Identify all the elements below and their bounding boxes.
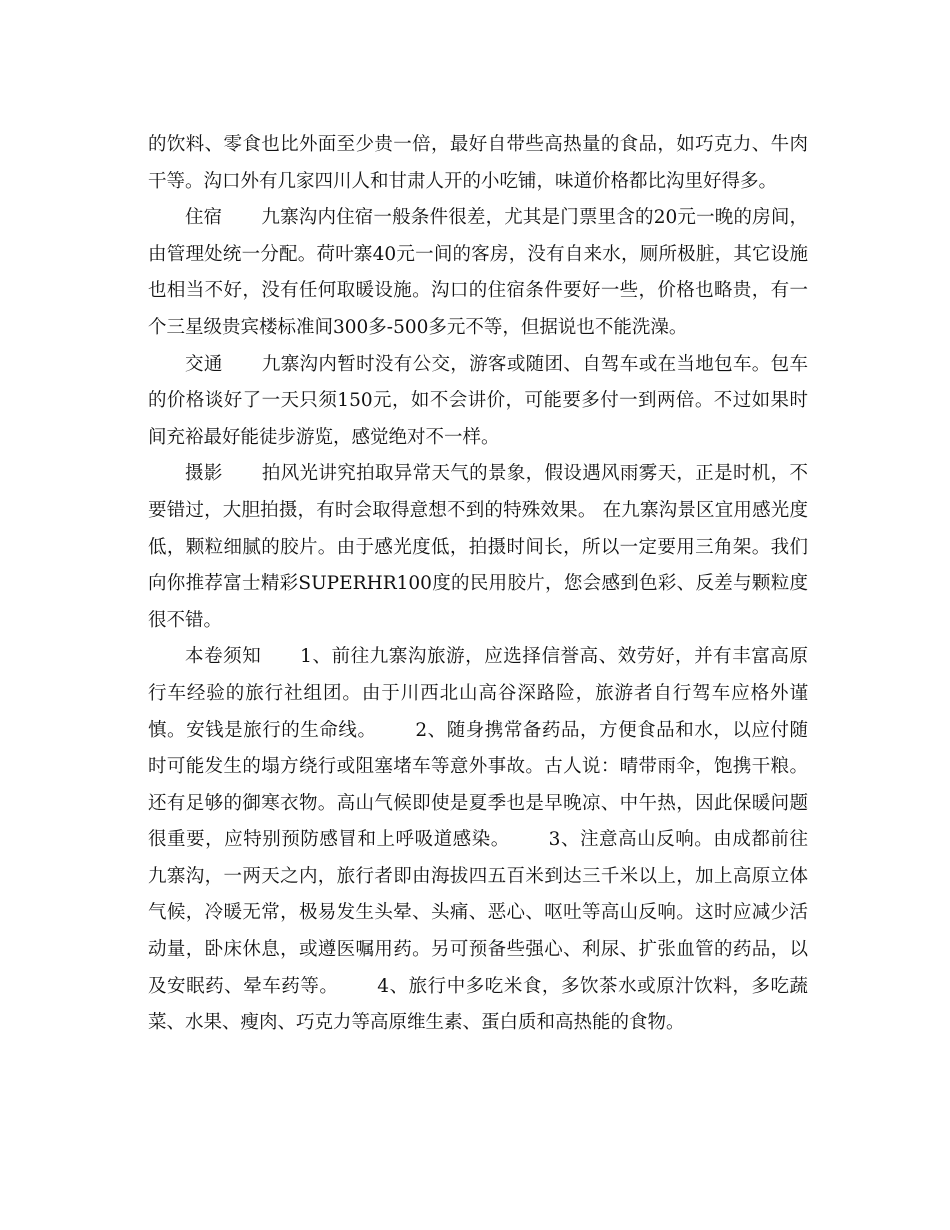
notice-item: 4、旅行中多吃米食，多饮茶水或原汁饮料，多吃蔬菜、水果、瘦肉、巧克力等高原维生素、蛋白质和高热能的食物。: [148, 975, 808, 1034]
section-text: 九寨沟内住宿一般条件很差，尤其是门票里含的20元一晚的房间，由管理处统一分配。荷叶寨40元一间的客房，没有自来水，厕所极脏，其它设施也相当不好，没有任何取暖设施。沟口的住宿条件要好一些，价格也略贵，有一个三星级贵宾楼标准间300多-500多元不等，但据说也不能洗澡。: [148, 207, 808, 338]
section-lodging: [148, 200, 808, 346]
section-text: 九寨沟内暂时没有公交，游客或随团、自驾车或在当地包车。包车的价格谈好了一天只须150元，如不会讲价，可能要多付一到两倍。不过如果时间充裕最好能徒步游览，感觉绝对不一样。: [148, 353, 808, 448]
document-body: [148, 127, 808, 1042]
section-transport: [148, 347, 808, 457]
section-heading: 交通: [185, 353, 223, 375]
section-heading: 本卷须知: [185, 646, 262, 668]
notice-item: 2、随身携常备药品，方便食品和水，以应付随时可能发生的塌方绕行或阻塞堵车等意外事故。古人说：晴带雨伞，饱携干粮。还有足够的御寒衣物。高山气候即使是夏季也是早晚凉、中午热，因此保暖问题很重要，应特别预防感冒和上呼吸道感染。: [148, 719, 808, 851]
section-notice: [148, 639, 808, 1042]
section-text: 拍风光讲究拍取异常天气的景象，假设遇风雨雾天，正是时机，不要错过，大胆拍摄，有时会取得意想不到的特殊效果。 在九寨沟景区宜用感光度低，颗粒细腻的胶片。由于感光度低，拍摄时间长，所以一定要用三角架。我们向你推荐富士精彩SUPERHR100度的民用胶片，您会感到色彩、反差与颗粒度很不错。: [148, 463, 808, 631]
continuation-paragraph: 的饮料、零食也比外面至少贵一倍，最好自带些高热量的食品，如巧克力、牛肉干等。沟口外有几家四川人和甘肃人开的小吃铺，味道价格都比沟里好得多。: [148, 134, 808, 192]
section-photography: [148, 456, 808, 639]
section-heading: 摄影: [185, 463, 223, 485]
notice-item: 3、注意高山反响。由成都前往九寨沟，一两天之内，旅行者即由海拔四五百米到达三千米以上，加上高原立体气候，冷暖无常，极易发生头晕、头痛、恶心、呕吐等高山反响。这时应减少活动量，卧床休息，或遵医嘱用药。另可预备些强心、利尿、扩张血管的药品，以及安眠药、晕车药等。: [148, 829, 808, 997]
section-heading: 住宿: [185, 207, 223, 229]
notice-item: 1、前往九寨沟旅游，应选择信誉高、效劳好，并有丰富高原行车经验的旅行社组团。由于川西北山高谷深路险，旅游者自行驾车应格外谨慎。安钱是旅行的生命线。: [148, 646, 808, 741]
